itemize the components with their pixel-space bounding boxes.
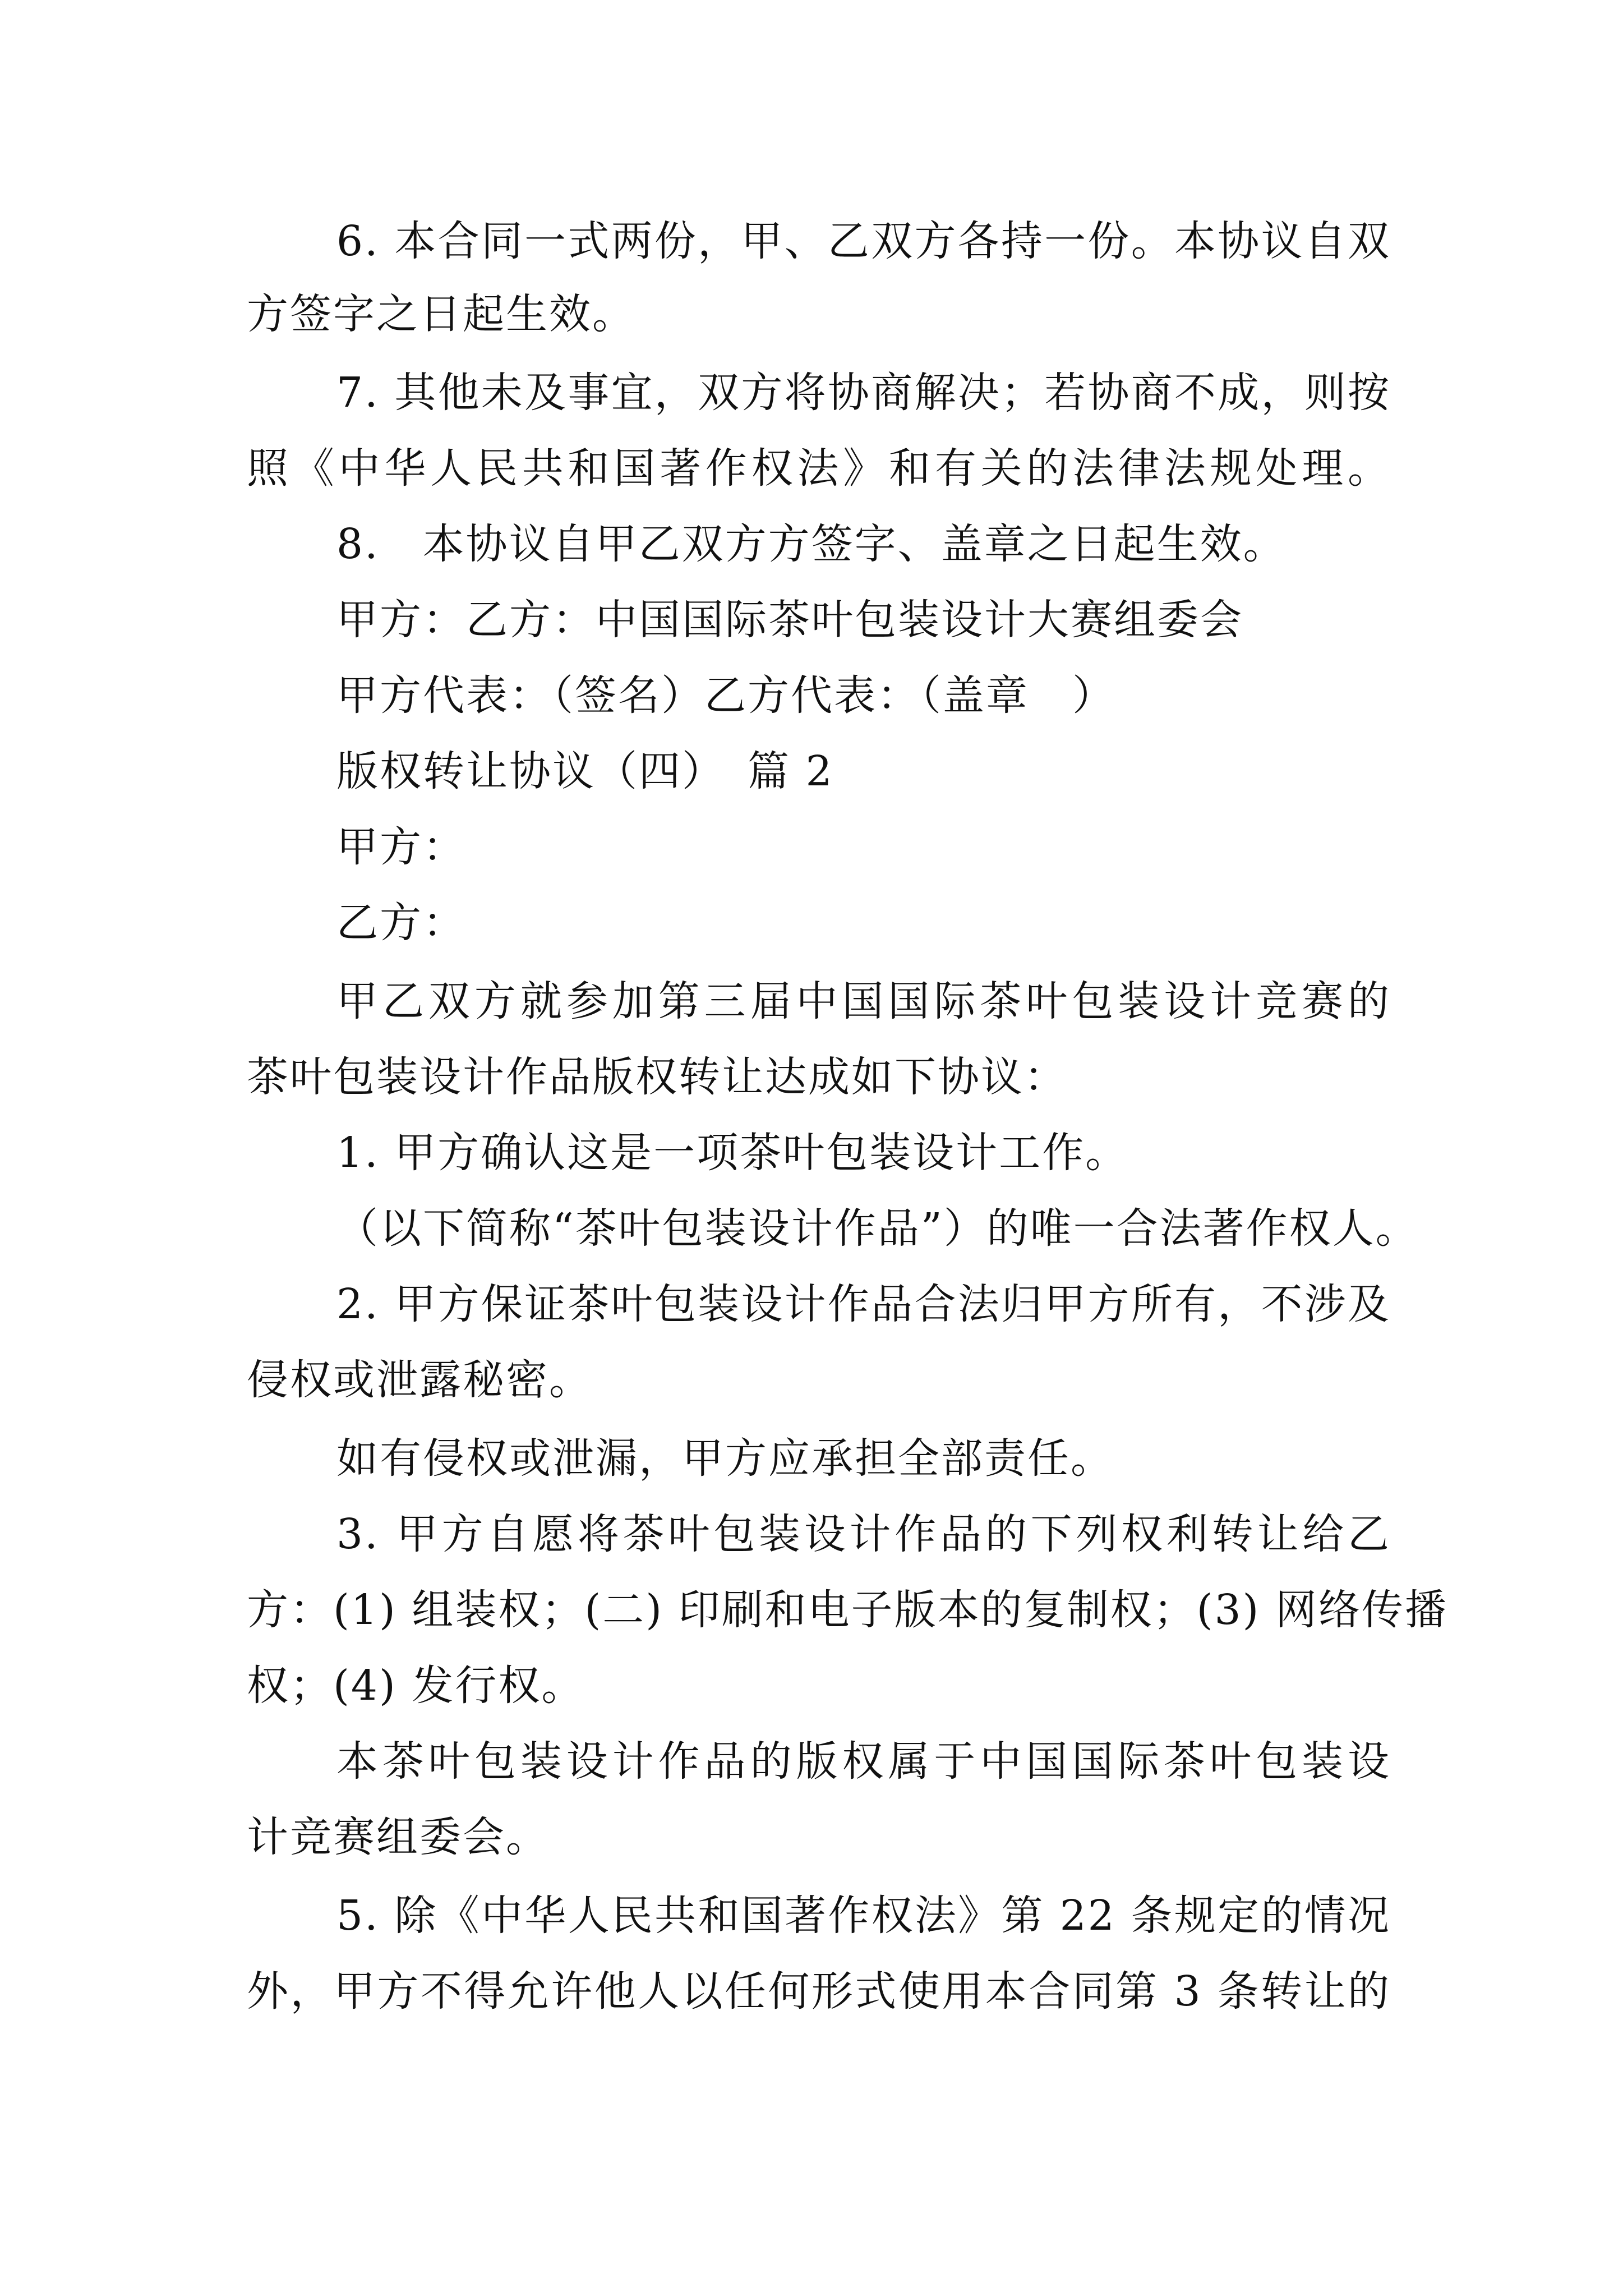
text-line: 甲乙双方就参加第三届中国国际茶叶包装设计竞赛的	[336, 977, 1391, 1025]
text-line: 方：(1) 组装权；(二) 印刷和电子版本的复制权；(3) 网络传播	[247, 1586, 1448, 1634]
party-b-label: 乙方：	[336, 899, 466, 947]
text-line: 如有侵权或泄漏，甲方应承担全部责任。	[336, 1434, 1114, 1483]
text-line: 甲方：乙方：中国国际茶叶包装设计大赛组委会	[336, 596, 1243, 644]
text-line: 计竞赛组委会。	[247, 1813, 549, 1861]
text-line: 照《中华人民共和国著作权法》和有关的法律法规处理。	[247, 444, 1391, 493]
text-line: 7. 其他未及事宜，双方将协商解决；若协商不成，则按	[336, 369, 1391, 417]
text-line: 侵权或泄露秘密。	[247, 1356, 592, 1404]
text-line: 8. 本协议自甲乙双方方签字、盖章之日起生效。	[336, 520, 1287, 568]
text-line: （以下简称“茶叶包装设计作品”）的唯一合法著作权人。	[336, 1204, 1419, 1253]
text-line: 6. 本合同一式两份，甲、乙双方各持一份。本协议自双	[336, 217, 1391, 265]
text-line: 方签字之日起生效。	[247, 290, 635, 338]
party-a-label: 甲方：	[336, 823, 466, 871]
text-line: 本茶叶包装设计作品的版权属于中国国际茶叶包装设	[336, 1737, 1391, 1786]
text-line: 甲方代表：（签名）乙方代表：（盖章 ）	[336, 671, 1115, 720]
text-line: 1. 甲方确认这是一项茶叶包装设计工作。	[336, 1129, 1129, 1177]
text-line: 外，甲方不得允许他人以任何形式使用本合同第 3 条转让的	[247, 1967, 1391, 2016]
section-heading: 版权转让协议（四） 篇 2	[336, 747, 834, 795]
text-line: 茶叶包装设计作品版权转让达成如下协议：	[247, 1053, 1067, 1101]
text-line: 5. 除《中华人民共和国著作权法》第 22 条规定的情况	[336, 1892, 1391, 1940]
text-line: 3. 甲方自愿将茶叶包装设计作品的下列权利转让给乙	[336, 1510, 1391, 1558]
text-line: 2. 甲方保证茶叶包装设计作品合法归甲方所有，不涉及	[336, 1280, 1391, 1328]
text-line: 权；(4) 发行权。	[247, 1662, 585, 1710]
